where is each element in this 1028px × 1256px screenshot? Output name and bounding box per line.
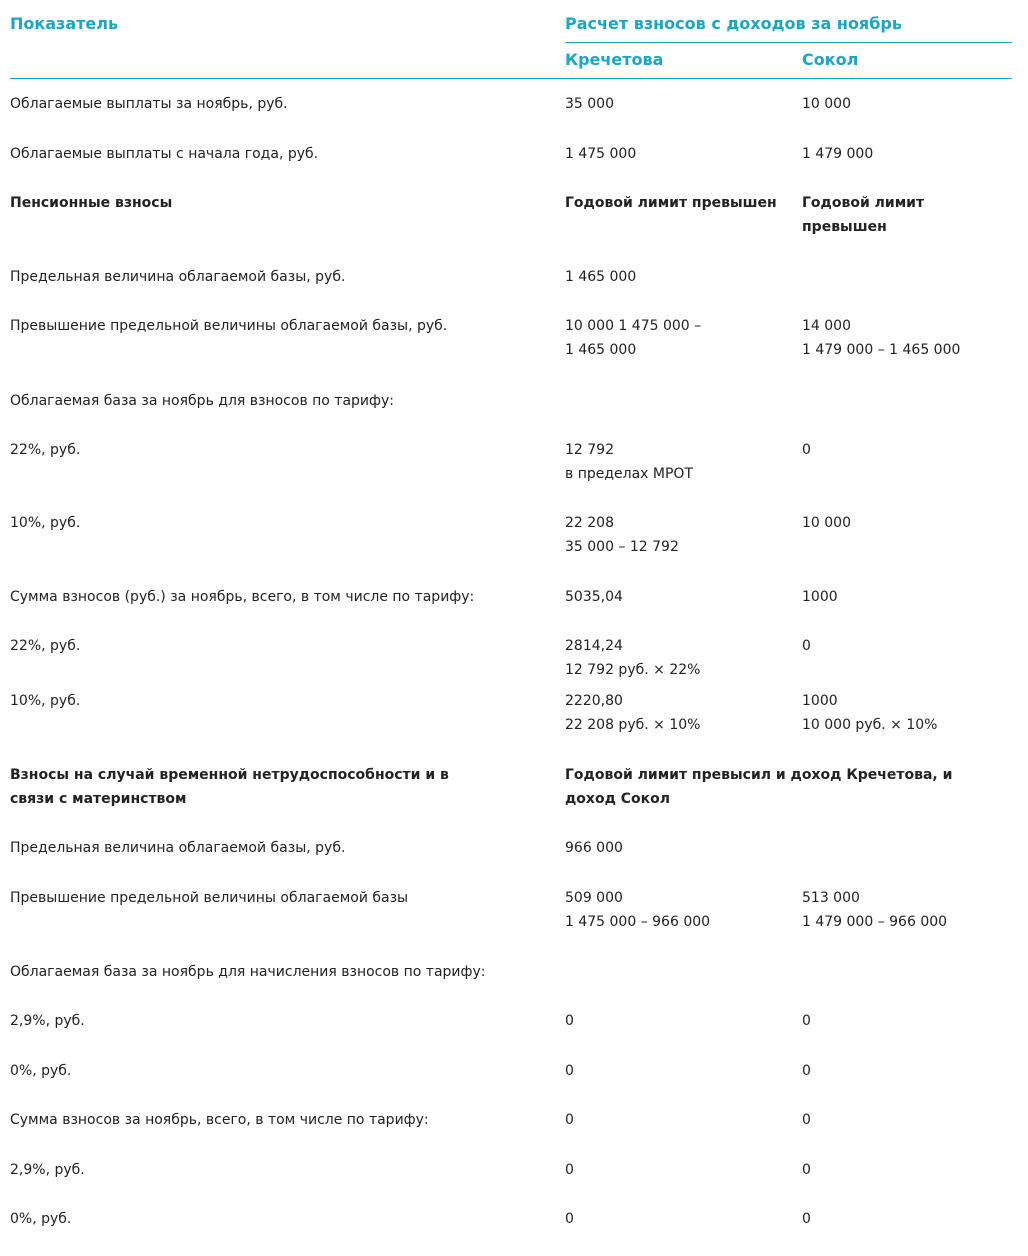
column-header-sokol: Сокол	[802, 50, 859, 69]
row-value-sokol	[802, 511, 1017, 535]
row-label: 10%, руб.	[10, 693, 81, 709]
row-label: Пенсионные взносы	[10, 195, 173, 211]
row-value-krechetova	[565, 1207, 795, 1231]
row-value-krechetova	[565, 265, 795, 289]
value-line: 1 479 000 – 966 000	[802, 914, 948, 930]
row-value-sokol	[802, 1108, 1017, 1132]
row-label: 0%, руб.	[10, 1211, 72, 1227]
value-line: 0	[802, 1013, 811, 1029]
value-line: 2220,80	[565, 693, 623, 709]
row-value-sokol	[802, 634, 1017, 658]
row-label: Облагаемые выплаты за ноябрь, руб.	[10, 96, 288, 112]
row-label: Сумма взносов (руб.) за ноябрь, всего, в том числе по тарифу:	[10, 589, 475, 605]
value-line: 35 000 – 12 792	[565, 539, 679, 555]
value-line: 5035,04	[565, 589, 623, 605]
row-value-krechetova	[565, 191, 795, 215]
row-value-krechetova	[565, 438, 795, 486]
value-line: 12 792	[565, 442, 614, 458]
row-value-both: Годовой лимит превысил и доход Кречетова, и доход Сокол	[565, 767, 953, 807]
row-value-sokol	[802, 1009, 1017, 1033]
row-value-krechetova	[565, 1108, 795, 1132]
column-header-krechetova: Кречетова	[565, 50, 664, 69]
value-line: 0	[802, 442, 811, 458]
row-value-krechetova	[565, 585, 795, 609]
row-value-krechetova	[565, 689, 795, 737]
value-line: 0	[802, 1162, 811, 1178]
row-label: Превышение предельной величины облагаемой базы	[10, 890, 409, 906]
value-line: 1 465 000	[565, 269, 637, 285]
value-line: 1000	[802, 693, 838, 709]
row-label: Облагаемая база за ноябрь для взносов по тарифу:	[10, 393, 395, 409]
value-line: 0	[565, 1162, 574, 1178]
row-label: Взносы на случай временной нетрудоспособности и в связи с материнством	[10, 767, 449, 807]
row-label: Предельная величина облагаемой базы, руб.	[10, 840, 346, 856]
value-line: 0	[802, 1112, 811, 1128]
row-label: Облагаемая база за ноябрь для начисления взносов по тарифу:	[10, 964, 486, 980]
row-value-sokol	[802, 142, 1017, 166]
value-line: 1 465 000	[565, 342, 637, 358]
value-line: 14 000	[802, 318, 851, 334]
header-divider-top	[565, 42, 1012, 43]
row-value-krechetova	[565, 1158, 795, 1182]
row-label: Облагаемые выплаты с начала года, руб.	[10, 146, 319, 162]
header-divider-bottom	[10, 78, 1012, 79]
value-line: в пределах МРОТ	[565, 466, 694, 482]
value-line: 1 479 000	[802, 146, 874, 162]
value-line: 1000	[802, 589, 838, 605]
value-line: 10 000 руб. × 10%	[802, 717, 938, 733]
value-line: 2814,24	[565, 638, 623, 654]
row-label: Предельная величина облагаемой базы, руб.	[10, 269, 346, 285]
value-line: 0	[802, 638, 811, 654]
value-line: 22 208 руб. × 10%	[565, 717, 701, 733]
row-label: Превышение предельной величины облагаемой базы, руб.	[10, 318, 448, 334]
row-value-sokol	[802, 886, 1017, 934]
row-value-krechetova	[565, 1009, 795, 1033]
value-line: 35 000	[565, 96, 614, 112]
row-label: 22%, руб.	[10, 638, 81, 654]
value-line: 12 792 руб. × 22%	[565, 662, 701, 678]
row-label: 2,9%, руб.	[10, 1013, 85, 1029]
value-line: 509 000	[565, 890, 623, 906]
value-line: 0	[802, 1211, 811, 1227]
row-value-krechetova	[565, 511, 795, 559]
value-line: 513 000	[802, 890, 860, 906]
row-value-sokol	[802, 585, 1017, 609]
value-line: 1 475 000	[565, 146, 637, 162]
value-line: 0	[565, 1211, 574, 1227]
indicator-header: Показатель	[10, 14, 119, 33]
value-line: 10 000 1 475 000 –	[565, 318, 702, 334]
row-value-sokol	[802, 1207, 1017, 1231]
row-value-krechetova	[565, 836, 795, 860]
row-value-krechetova	[565, 1059, 795, 1083]
row-value-sokol	[802, 1158, 1017, 1182]
row-label: 10%, руб.	[10, 515, 81, 531]
row-value-sokol	[802, 438, 1017, 462]
row-value-krechetova	[565, 142, 795, 166]
value-line: Годовой лимит превышен	[565, 195, 777, 211]
value-line: 0	[565, 1013, 574, 1029]
row-label: 2,9%, руб.	[10, 1162, 85, 1178]
value-line: Годовой лимит превышен	[802, 195, 925, 235]
row-value-sokol	[802, 314, 1017, 362]
row-value-sokol	[802, 191, 1017, 239]
value-line: 0	[565, 1063, 574, 1079]
row-value-krechetova	[565, 634, 795, 682]
row-label: 0%, руб.	[10, 1063, 72, 1079]
row-value-krechetova	[565, 92, 795, 116]
row-value-sokol	[802, 689, 1017, 737]
row-value-krechetova	[565, 314, 795, 362]
value-line: 0	[565, 1112, 574, 1128]
value-line: 22 208	[565, 515, 614, 531]
value-line: 1 475 000 – 966 000	[565, 914, 711, 930]
value-line: 10 000	[802, 515, 851, 531]
row-label: 22%, руб.	[10, 442, 81, 458]
row-label: Сумма взносов за ноябрь, всего, в том числе по тарифу:	[10, 1112, 429, 1128]
value-line: 0	[802, 1063, 811, 1079]
value-line: 10 000	[802, 96, 851, 112]
row-value-sokol	[802, 92, 1017, 116]
row-value-krechetova	[565, 886, 795, 934]
calc-title-header: Расчет взносов с доходов за ноябрь	[565, 14, 902, 33]
row-value-sokol	[802, 1059, 1017, 1083]
value-line: 966 000	[565, 840, 623, 856]
value-line: 1 479 000 – 1 465 000	[802, 342, 961, 358]
